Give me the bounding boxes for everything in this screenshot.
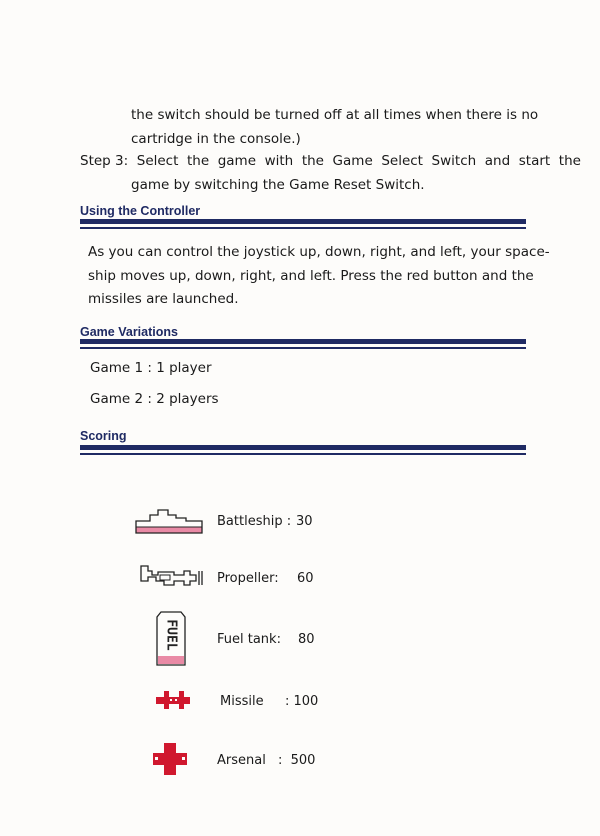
game-2-option: Game 2 : 2 players xyxy=(90,391,219,407)
propeller-label: Propeller: xyxy=(217,571,279,586)
intro-line-2: cartridge in the console.) xyxy=(131,131,301,147)
fuel-tank-label: Fuel tank: xyxy=(217,632,281,647)
propeller-icon xyxy=(138,563,204,589)
propeller-points: 60 xyxy=(297,571,314,586)
variations-heading: Game Variations xyxy=(80,325,178,339)
step3-line-2: game by switching the Game Reset Switch. xyxy=(131,177,425,193)
battleship-icon xyxy=(134,505,206,535)
controller-heading: Using the Controller xyxy=(80,204,201,218)
arsenal-points: : 500 xyxy=(278,753,316,768)
scoring-heading: Scoring xyxy=(80,429,127,443)
controller-line-2: ship moves up, down, right, and left. Press the red button and the xyxy=(88,268,534,284)
controller-line-1: As you can control the joystick up, down, right, and left, your space- xyxy=(88,244,550,260)
missile-label: Missile xyxy=(220,694,264,709)
battleship-points: 30 xyxy=(296,514,313,529)
controller-line-3: missiles are launched. xyxy=(88,291,239,307)
game-1-option: Game 1 : 1 player xyxy=(90,360,212,376)
step3-line-1: Step 3: Select the game with the Game Select Switch and start the xyxy=(80,153,581,169)
arsenal-icon xyxy=(151,741,189,777)
intro-line-1: the switch should be turned off at all times when there is no xyxy=(131,107,539,123)
variations-rule xyxy=(80,339,526,349)
arsenal-label: Arsenal xyxy=(217,753,266,768)
missile-points: : 100 xyxy=(285,694,319,709)
fuel-tank-icon xyxy=(155,608,187,668)
missile-icon xyxy=(154,689,192,711)
battleship-label: Battleship : xyxy=(217,514,292,529)
fuel-tank-points: 80 xyxy=(298,632,315,647)
controller-rule xyxy=(80,219,526,229)
fuel-tank-icon-text: FUEL xyxy=(163,619,179,651)
scoring-rule xyxy=(80,445,526,455)
